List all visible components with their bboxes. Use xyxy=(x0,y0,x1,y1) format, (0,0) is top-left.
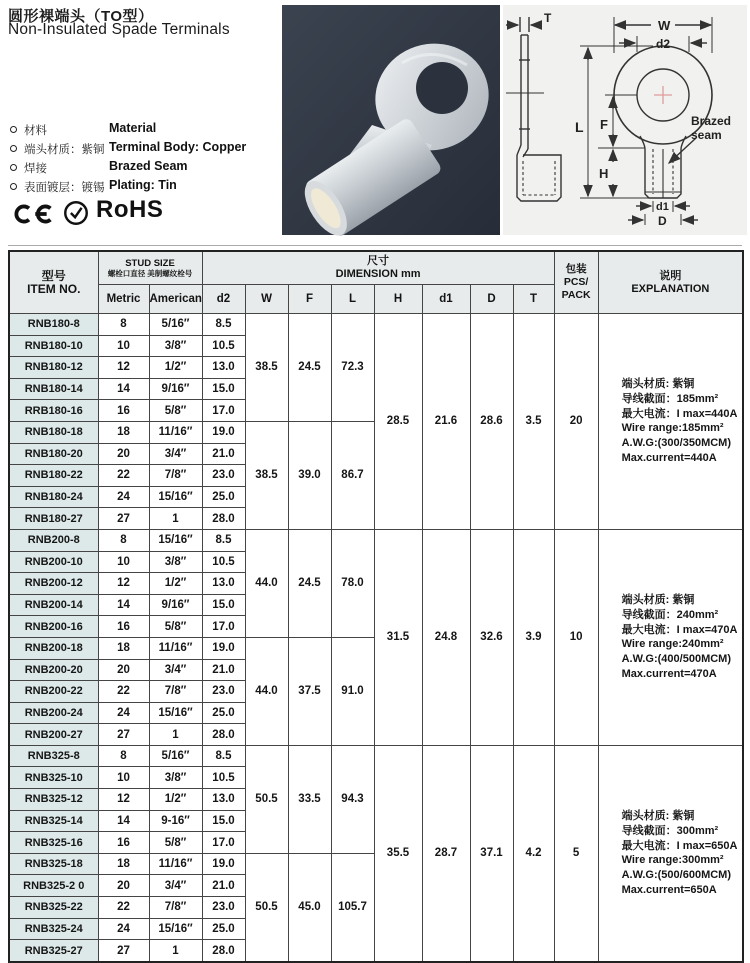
brazed-seam-label: Brazed xyxy=(691,114,732,128)
th-dim-col: D xyxy=(470,285,513,314)
d2-cell: 10.5 xyxy=(202,551,245,573)
dim-label-d2: d2 xyxy=(656,37,671,51)
metric-cell: 27 xyxy=(98,724,149,746)
h-cell: 28.5 xyxy=(374,314,422,530)
d2-cell: 13.0 xyxy=(202,573,245,595)
metric-cell: 10 xyxy=(98,551,149,573)
d2-cell: 23.0 xyxy=(202,897,245,919)
th-dim-col: H xyxy=(374,285,422,314)
cert-circle-icon xyxy=(62,199,90,227)
american-cell: 1 xyxy=(149,508,202,530)
table-row xyxy=(9,529,743,551)
metric-cell: 12 xyxy=(98,357,149,379)
d2-cell: 19.0 xyxy=(202,637,245,659)
item-no-cell: RNB180-24 xyxy=(9,486,98,508)
spec-table-body xyxy=(9,314,743,962)
l-cell: 91.0 xyxy=(331,637,374,745)
h-cell: 35.5 xyxy=(374,745,422,961)
f-cell: 39.0 xyxy=(288,421,331,529)
l-cell: 86.7 xyxy=(331,421,374,529)
th-dim-col: d1 xyxy=(422,285,470,314)
d2-cell: 17.0 xyxy=(202,832,245,854)
item-no-cell: RNB200-8 xyxy=(9,529,98,551)
item-no-cell: RNB200-27 xyxy=(9,724,98,746)
american-cell: 5/16″ xyxy=(149,314,202,336)
metric-cell: 20 xyxy=(98,443,149,465)
explanation-line: 端头材质: 紫铜 xyxy=(621,378,695,391)
metric-cell: 16 xyxy=(98,616,149,638)
w-cell: 44.0 xyxy=(245,637,288,745)
american-cell: 1 xyxy=(149,940,202,962)
th-explanation: 说明 EXPLANATION xyxy=(598,251,743,314)
explanation-line: Max.current=470A xyxy=(621,668,717,680)
explanation-line: Max.current=650A xyxy=(621,883,717,896)
f-cell: 24.5 xyxy=(288,529,331,637)
american-cell: 11/16″ xyxy=(149,421,202,443)
material-row xyxy=(10,178,270,197)
spec-table xyxy=(8,250,744,963)
explanation-line: Wire range:300mm² xyxy=(621,854,724,867)
item-no-cell: RNB200-24 xyxy=(9,702,98,724)
metric-cell: 20 xyxy=(98,875,149,897)
item-no-cell: RNB200-12 xyxy=(9,573,98,595)
metric-cell: 16 xyxy=(98,832,149,854)
bullet-icon xyxy=(10,126,17,133)
american-cell: 3/4″ xyxy=(149,875,202,897)
d2-cell: 10.5 xyxy=(202,767,245,789)
american-cell: 11/16″ xyxy=(149,637,202,659)
metric-cell: 22 xyxy=(98,897,149,919)
material-row xyxy=(10,159,270,178)
american-cell: 9/16″ xyxy=(149,594,202,616)
d2-cell: 13.0 xyxy=(202,357,245,379)
metric-cell: 8 xyxy=(98,745,149,767)
metric-cell: 12 xyxy=(98,573,149,595)
w-cell: 38.5 xyxy=(245,421,288,529)
explanation-line: 端头材质: 紫铜 xyxy=(621,594,695,607)
materials-list xyxy=(10,121,270,197)
d-cell: 32.6 xyxy=(470,529,513,745)
american-cell: 1/2″ xyxy=(149,573,202,595)
metric-cell: 22 xyxy=(98,465,149,487)
d2-cell: 21.0 xyxy=(202,443,245,465)
explanation-cell xyxy=(598,529,743,745)
d2-cell: 8.5 xyxy=(202,745,245,767)
metric-cell: 8 xyxy=(98,529,149,551)
american-cell: 3/8″ xyxy=(149,767,202,789)
explanation-line: 最大电流：I max=470A xyxy=(621,623,738,636)
d2-cell: 19.0 xyxy=(202,853,245,875)
metric-cell: 24 xyxy=(98,702,149,724)
d2-cell: 10.5 xyxy=(202,335,245,357)
material-row xyxy=(10,140,270,159)
th-item-no: 型号 ITEM NO. xyxy=(9,251,98,314)
american-cell: 1/2″ xyxy=(149,789,202,811)
item-no-cell: RNB180-20 xyxy=(9,443,98,465)
dimension-drawing xyxy=(503,5,747,235)
l-cell: 94.3 xyxy=(331,745,374,853)
t-cell: 3.9 xyxy=(513,529,554,745)
pcs-pack-cell: 5 xyxy=(554,745,598,961)
item-no-cell: RNB200-18 xyxy=(9,637,98,659)
divider xyxy=(8,245,742,246)
l-cell: 72.3 xyxy=(331,314,374,422)
item-no-cell: RNB200-22 xyxy=(9,681,98,703)
american-cell: 11/16″ xyxy=(149,853,202,875)
page-title-zh: 圆形裸端头（TO型） xyxy=(8,8,154,25)
material-label-en: Brazed Seam xyxy=(109,159,188,173)
item-no-cell: RNB200-16 xyxy=(9,616,98,638)
item-no-cell: RNB325-24 xyxy=(9,918,98,940)
item-no-cell: RNB325-14 xyxy=(9,810,98,832)
material-row xyxy=(10,121,270,140)
d2-cell: 17.0 xyxy=(202,400,245,422)
l-cell: 78.0 xyxy=(331,529,374,637)
american-cell: 5/8″ xyxy=(149,832,202,854)
metric-cell: 12 xyxy=(98,789,149,811)
item-no-cell: RNB325-22 xyxy=(9,897,98,919)
material-label-zh: 焊接 xyxy=(24,163,47,175)
w-cell: 50.5 xyxy=(245,853,288,961)
item-no-cell: RNB200-10 xyxy=(9,551,98,573)
item-no-cell: RNB325-18 xyxy=(9,853,98,875)
american-cell: 15/16″ xyxy=(149,918,202,940)
d1-cell: 28.7 xyxy=(422,745,470,961)
item-no-cell: RNB180-8 xyxy=(9,314,98,336)
w-cell: 44.0 xyxy=(245,529,288,637)
d2-cell: 13.0 xyxy=(202,789,245,811)
rohs-label: RoHS xyxy=(96,196,164,223)
american-cell: 7/8″ xyxy=(149,897,202,919)
d2-cell: 28.0 xyxy=(202,508,245,530)
th-dim-col: W xyxy=(245,285,288,314)
th-dimension: 尺寸 DIMENSION mm xyxy=(202,251,554,285)
item-no-cell: RNB325-10 xyxy=(9,767,98,789)
item-no-cell: RNB325-8 xyxy=(9,745,98,767)
page-title-en: Non-Insulated Spade Terminals xyxy=(8,21,230,38)
d2-cell: 25.0 xyxy=(202,486,245,508)
d2-cell: 25.0 xyxy=(202,702,245,724)
bullet-icon xyxy=(10,164,17,171)
metric-cell: 8 xyxy=(98,314,149,336)
explanation-line: A.W.G:(400/500MCM) xyxy=(621,653,732,666)
d-cell: 28.6 xyxy=(470,314,513,530)
metric-cell: 24 xyxy=(98,918,149,940)
dim-label-f: F xyxy=(600,117,608,132)
d2-cell: 21.0 xyxy=(202,659,245,681)
d1-cell: 24.8 xyxy=(422,529,470,745)
d2-cell: 25.0 xyxy=(202,918,245,940)
th-pcs-pack: 包装 PCS/ PACK xyxy=(554,251,598,314)
f-cell: 24.5 xyxy=(288,314,331,422)
explanation-line: 最大电流：I max=650A xyxy=(621,839,738,852)
item-no-cell: RNB325-2 0 xyxy=(9,875,98,897)
american-cell: 5/8″ xyxy=(149,400,202,422)
american-cell: 3/8″ xyxy=(149,551,202,573)
explanation-line: Max.current=440A xyxy=(621,452,717,465)
american-cell: 5/8″ xyxy=(149,616,202,638)
metric-cell: 18 xyxy=(98,853,149,875)
d2-cell: 17.0 xyxy=(202,616,245,638)
dim-label-h: H xyxy=(599,166,609,181)
d1-cell: 21.6 xyxy=(422,314,470,530)
th-dim-col: T xyxy=(513,285,554,314)
d2-cell: 28.0 xyxy=(202,940,245,962)
d2-cell: 28.0 xyxy=(202,724,245,746)
american-cell: 15/16″ xyxy=(149,702,202,724)
explanation-line: 最大电流：I max=440A xyxy=(621,407,738,420)
d2-cell: 19.0 xyxy=(202,421,245,443)
product-photo xyxy=(282,5,500,235)
american-cell: 7/8″ xyxy=(149,681,202,703)
item-no-cell: RNB325-27 xyxy=(9,940,98,962)
metric-cell: 27 xyxy=(98,940,149,962)
th-dim-col: L xyxy=(331,285,374,314)
item-no-cell: RNB200-14 xyxy=(9,594,98,616)
american-cell: 9/16″ xyxy=(149,378,202,400)
item-no-cell: RRB180-16 xyxy=(9,400,98,422)
metric-cell: 18 xyxy=(98,637,149,659)
material-label-zh: 表面镀层：镀锡 xyxy=(24,182,105,194)
explanation-line: 导线截面：240mm² xyxy=(621,608,719,621)
dim-label-t: T xyxy=(544,11,552,25)
metric-cell: 14 xyxy=(98,594,149,616)
metric-cell: 16 xyxy=(98,400,149,422)
item-no-cell: RNB180-27 xyxy=(9,508,98,530)
american-cell: 1 xyxy=(149,724,202,746)
th-metric: Metric xyxy=(98,285,149,314)
american-cell: 15/16″ xyxy=(149,486,202,508)
brazed-seam-label2: seam xyxy=(691,128,722,142)
d2-cell: 15.0 xyxy=(202,594,245,616)
t-cell: 3.5 xyxy=(513,314,554,530)
l-cell: 105.7 xyxy=(331,853,374,961)
metric-cell: 18 xyxy=(98,421,149,443)
th-american: American xyxy=(149,285,202,314)
d2-cell: 15.0 xyxy=(202,810,245,832)
metric-cell: 20 xyxy=(98,659,149,681)
w-cell: 50.5 xyxy=(245,745,288,853)
explanation-cell xyxy=(598,314,743,530)
dim-label-d1: d1 xyxy=(656,201,669,213)
pcs-pack-cell: 10 xyxy=(554,529,598,745)
table-row xyxy=(9,745,743,767)
material-label-en: Plating: Tin xyxy=(109,178,177,192)
material-label-en: Terminal Body: Copper xyxy=(109,140,247,154)
dim-label-d: D xyxy=(658,214,667,228)
american-cell: 3/8″ xyxy=(149,335,202,357)
american-cell: 15/16″ xyxy=(149,529,202,551)
th-dim-col: d2 xyxy=(202,285,245,314)
d2-cell: 15.0 xyxy=(202,378,245,400)
item-no-cell: RNB325-12 xyxy=(9,789,98,811)
f-cell: 45.0 xyxy=(288,853,331,961)
explanation-line: 端头材质: 紫铜 xyxy=(621,809,695,822)
american-cell: 9-16″ xyxy=(149,810,202,832)
explanation-cell xyxy=(598,745,743,961)
dim-label-w: W xyxy=(658,18,671,33)
pcs-pack-cell: 20 xyxy=(554,314,598,530)
d2-cell: 8.5 xyxy=(202,314,245,336)
explanation-line: A.W.G:(500/600MCM) xyxy=(621,869,732,882)
item-no-cell: RNB325-16 xyxy=(9,832,98,854)
material-label-zh: 端头材质：紫铜 xyxy=(24,144,105,156)
metric-cell: 27 xyxy=(98,508,149,530)
d2-cell: 23.0 xyxy=(202,465,245,487)
explanation-line: 导线截面：185mm² xyxy=(621,392,719,405)
d-cell: 37.1 xyxy=(470,745,513,961)
metric-cell: 14 xyxy=(98,378,149,400)
explanation-line: Wire range:240mm² xyxy=(621,638,724,651)
item-no-cell: RNB180-14 xyxy=(9,378,98,400)
material-label-en: Material xyxy=(109,121,157,135)
metric-cell: 14 xyxy=(98,810,149,832)
metric-cell: 10 xyxy=(98,335,149,357)
ce-mark-icon xyxy=(10,199,58,229)
dim-label-l: L xyxy=(575,119,584,135)
explanation-line: A.W.G:(300/350MCM) xyxy=(621,437,732,450)
metric-cell: 24 xyxy=(98,486,149,508)
explanation-line: Wire range:185mm² xyxy=(621,422,724,435)
material-label-zh: 材料 xyxy=(24,125,47,137)
t-cell: 4.2 xyxy=(513,745,554,961)
item-no-cell: RNB200-20 xyxy=(9,659,98,681)
item-no-cell: RNB180-18 xyxy=(9,421,98,443)
item-no-cell: RNB180-22 xyxy=(9,465,98,487)
american-cell: 7/8″ xyxy=(149,465,202,487)
h-cell: 31.5 xyxy=(374,529,422,745)
bullet-icon xyxy=(10,183,17,190)
item-no-cell: RNB180-10 xyxy=(9,335,98,357)
d2-cell: 8.5 xyxy=(202,529,245,551)
american-cell: 5/16″ xyxy=(149,745,202,767)
item-no-cell: RNB180-12 xyxy=(9,357,98,379)
metric-cell: 22 xyxy=(98,681,149,703)
table-row xyxy=(9,314,743,336)
american-cell: 1/2″ xyxy=(149,357,202,379)
f-cell: 33.5 xyxy=(288,745,331,853)
d2-cell: 23.0 xyxy=(202,681,245,703)
american-cell: 3/4″ xyxy=(149,443,202,465)
w-cell: 38.5 xyxy=(245,314,288,422)
th-stud-size: STUD SIZE 螺栓口直径 美制螺纹栓号 xyxy=(98,251,202,285)
d2-cell: 21.0 xyxy=(202,875,245,897)
american-cell: 3/4″ xyxy=(149,659,202,681)
f-cell: 37.5 xyxy=(288,637,331,745)
metric-cell: 10 xyxy=(98,767,149,789)
explanation-line: 导线截面：300mm² xyxy=(621,824,719,837)
th-dim-col: F xyxy=(288,285,331,314)
bullet-icon xyxy=(10,145,17,152)
